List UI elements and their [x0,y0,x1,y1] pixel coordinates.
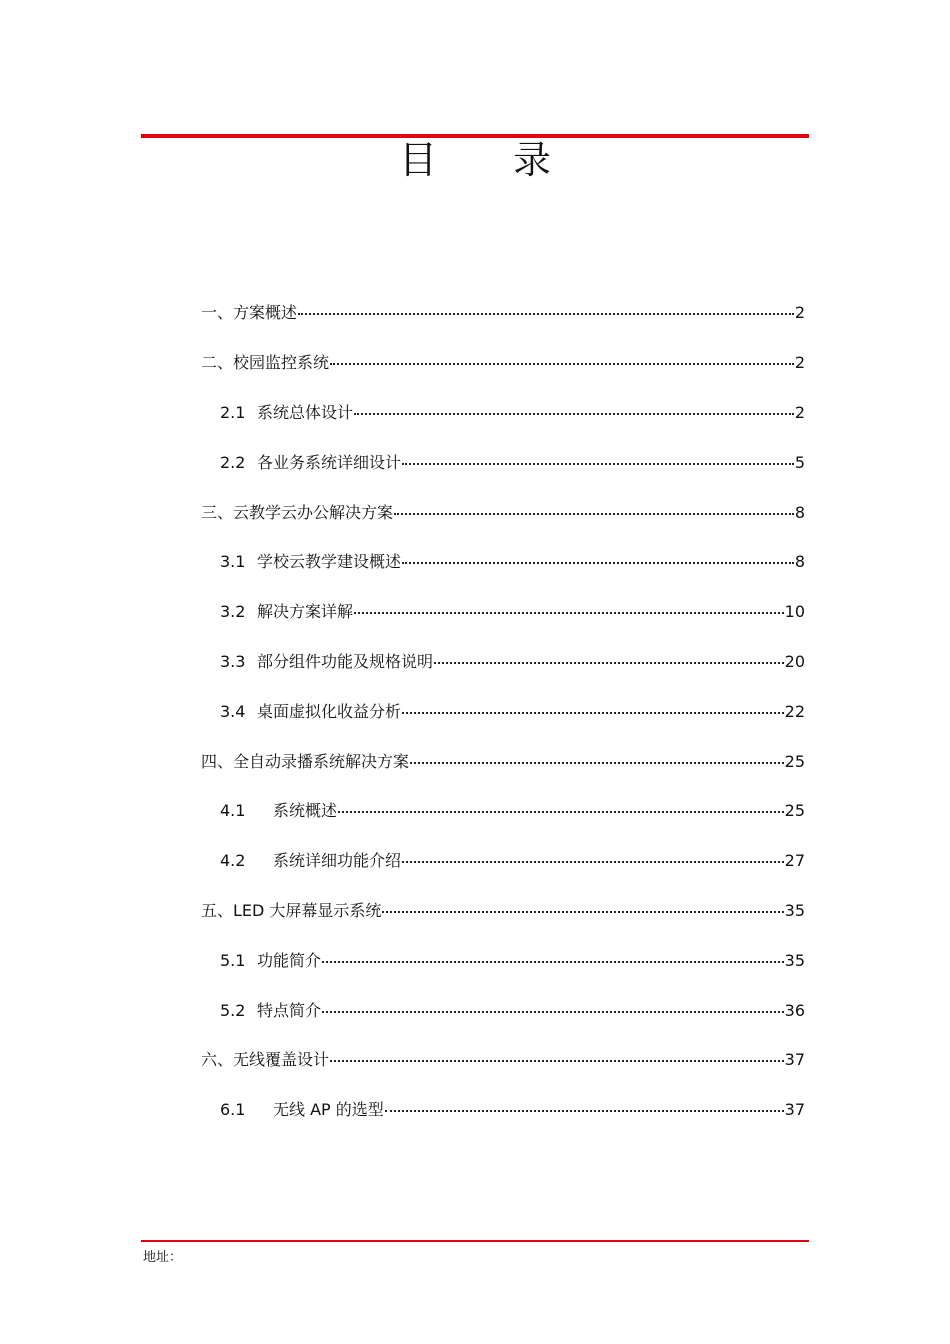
toc-leader [298,313,794,315]
toc-entry-label: 三、云教学云办公解决方案 [201,503,394,522]
toc-entry-page: 2 [794,353,805,372]
toc-title-char-1: 目 [398,138,437,182]
toc-entry-page: 8 [794,503,805,522]
toc-entry[interactable] [201,503,805,523]
toc-leader [322,1011,784,1013]
toc-entry-label: 各业务系统详细设计 [257,453,402,472]
toc-entry-label: 四、全自动录播系统解决方案 [201,752,410,771]
toc-entry[interactable] [201,353,805,373]
toc-leader [322,961,784,963]
toc-entry-label: 系统详细功能介绍 [273,851,402,870]
toc-entry-page: 27 [784,851,805,870]
toc-leader [330,1060,784,1062]
toc-subentry[interactable] [220,801,805,821]
toc-entry-label: 一、方案概述 [201,303,298,322]
toc-entry-number: 2.1 [220,403,246,422]
toc-entry-number: 5.1 [220,951,246,970]
toc-entry-label: 学校云教学建设概述 [257,552,402,571]
toc-subentry[interactable] [220,951,805,971]
toc-entry-number: 3.3 [220,652,246,671]
toc-entry-label: 六、无线覆盖设计 [201,1050,330,1069]
toc-subentry[interactable] [220,652,805,672]
toc-entry-label: 特点简介 [257,1001,322,1020]
toc-entry-number: 4.2 [220,851,246,870]
toc-subentry[interactable] [220,403,805,423]
toc-entry-number: 2.2 [220,453,246,472]
toc-entry-page: 25 [784,801,805,820]
toc-entry-page: 35 [784,951,805,970]
toc-entry[interactable] [201,752,805,772]
toc-entry-number: 6.1 [220,1100,246,1119]
toc-entry-page: 8 [794,552,805,571]
toc-entry-label: 解决方案详解 [257,602,354,621]
toc-entry-page: 2 [794,303,805,322]
toc-leader [402,861,784,863]
toc-leader [394,513,794,515]
toc-leader [354,413,794,415]
toc-entry-page: 5 [794,453,805,472]
toc-leader [434,662,784,664]
toc-leader [338,811,784,813]
toc-entry-page: 22 [784,702,805,721]
toc-entry-page: 36 [784,1001,805,1020]
toc-subentry[interactable] [220,453,805,473]
toc-subentry[interactable] [220,602,805,622]
toc-entry-page: 37 [784,1050,805,1069]
toc-title-char-2: 录 [513,138,552,182]
footer-address-label: 地址： [143,1250,183,1265]
toc-entry-label: 系统概述 [273,801,338,820]
toc-entry-number: 5.2 [220,1001,246,1020]
toc-leader [410,762,784,764]
toc-entry-page: 25 [784,752,805,771]
toc-entry-label: 系统总体设计 [257,403,354,422]
toc-subentry[interactable] [220,702,805,722]
toc-leader [385,1110,784,1112]
toc-entry-label: 二、校园监控系统 [201,353,330,372]
toc-subentry[interactable] [220,552,805,572]
toc-entry-page: 10 [784,602,805,621]
toc-entry-label: 无线 AP 的选型 [273,1100,384,1119]
toc-entry-number: 4.1 [220,801,246,820]
toc-entry-label: 桌面虚拟化收益分析 [257,702,402,721]
toc-entry-page: 20 [784,652,805,671]
toc-leader [330,363,794,365]
toc-entry-page: 35 [784,901,805,920]
toc-entry-number: 3.4 [220,702,246,721]
toc-entry-number: 3.1 [220,552,246,571]
footer-rule [141,1240,809,1242]
toc-entry-page: 2 [794,403,805,422]
toc-entry-number: 3.2 [220,602,246,621]
toc-subentry[interactable] [220,851,805,871]
toc-subentry[interactable] [220,1001,805,1021]
toc-subentry[interactable] [220,1100,805,1120]
toc-entry-label: 功能简介 [257,951,322,970]
toc-leader [402,562,794,564]
toc-leader [382,911,783,913]
toc-entry-label: 部分组件功能及规格说明 [257,652,434,671]
toc-entry-label: 五、LED 大屏幕显示系统 [201,901,382,920]
toc-entry-page: 37 [784,1100,805,1119]
toc-entry[interactable] [201,1050,805,1070]
toc-entry[interactable] [201,303,805,323]
toc-entry[interactable] [201,901,805,921]
toc-leader [354,612,784,614]
toc-leader [402,712,784,714]
toc-leader [402,463,794,465]
